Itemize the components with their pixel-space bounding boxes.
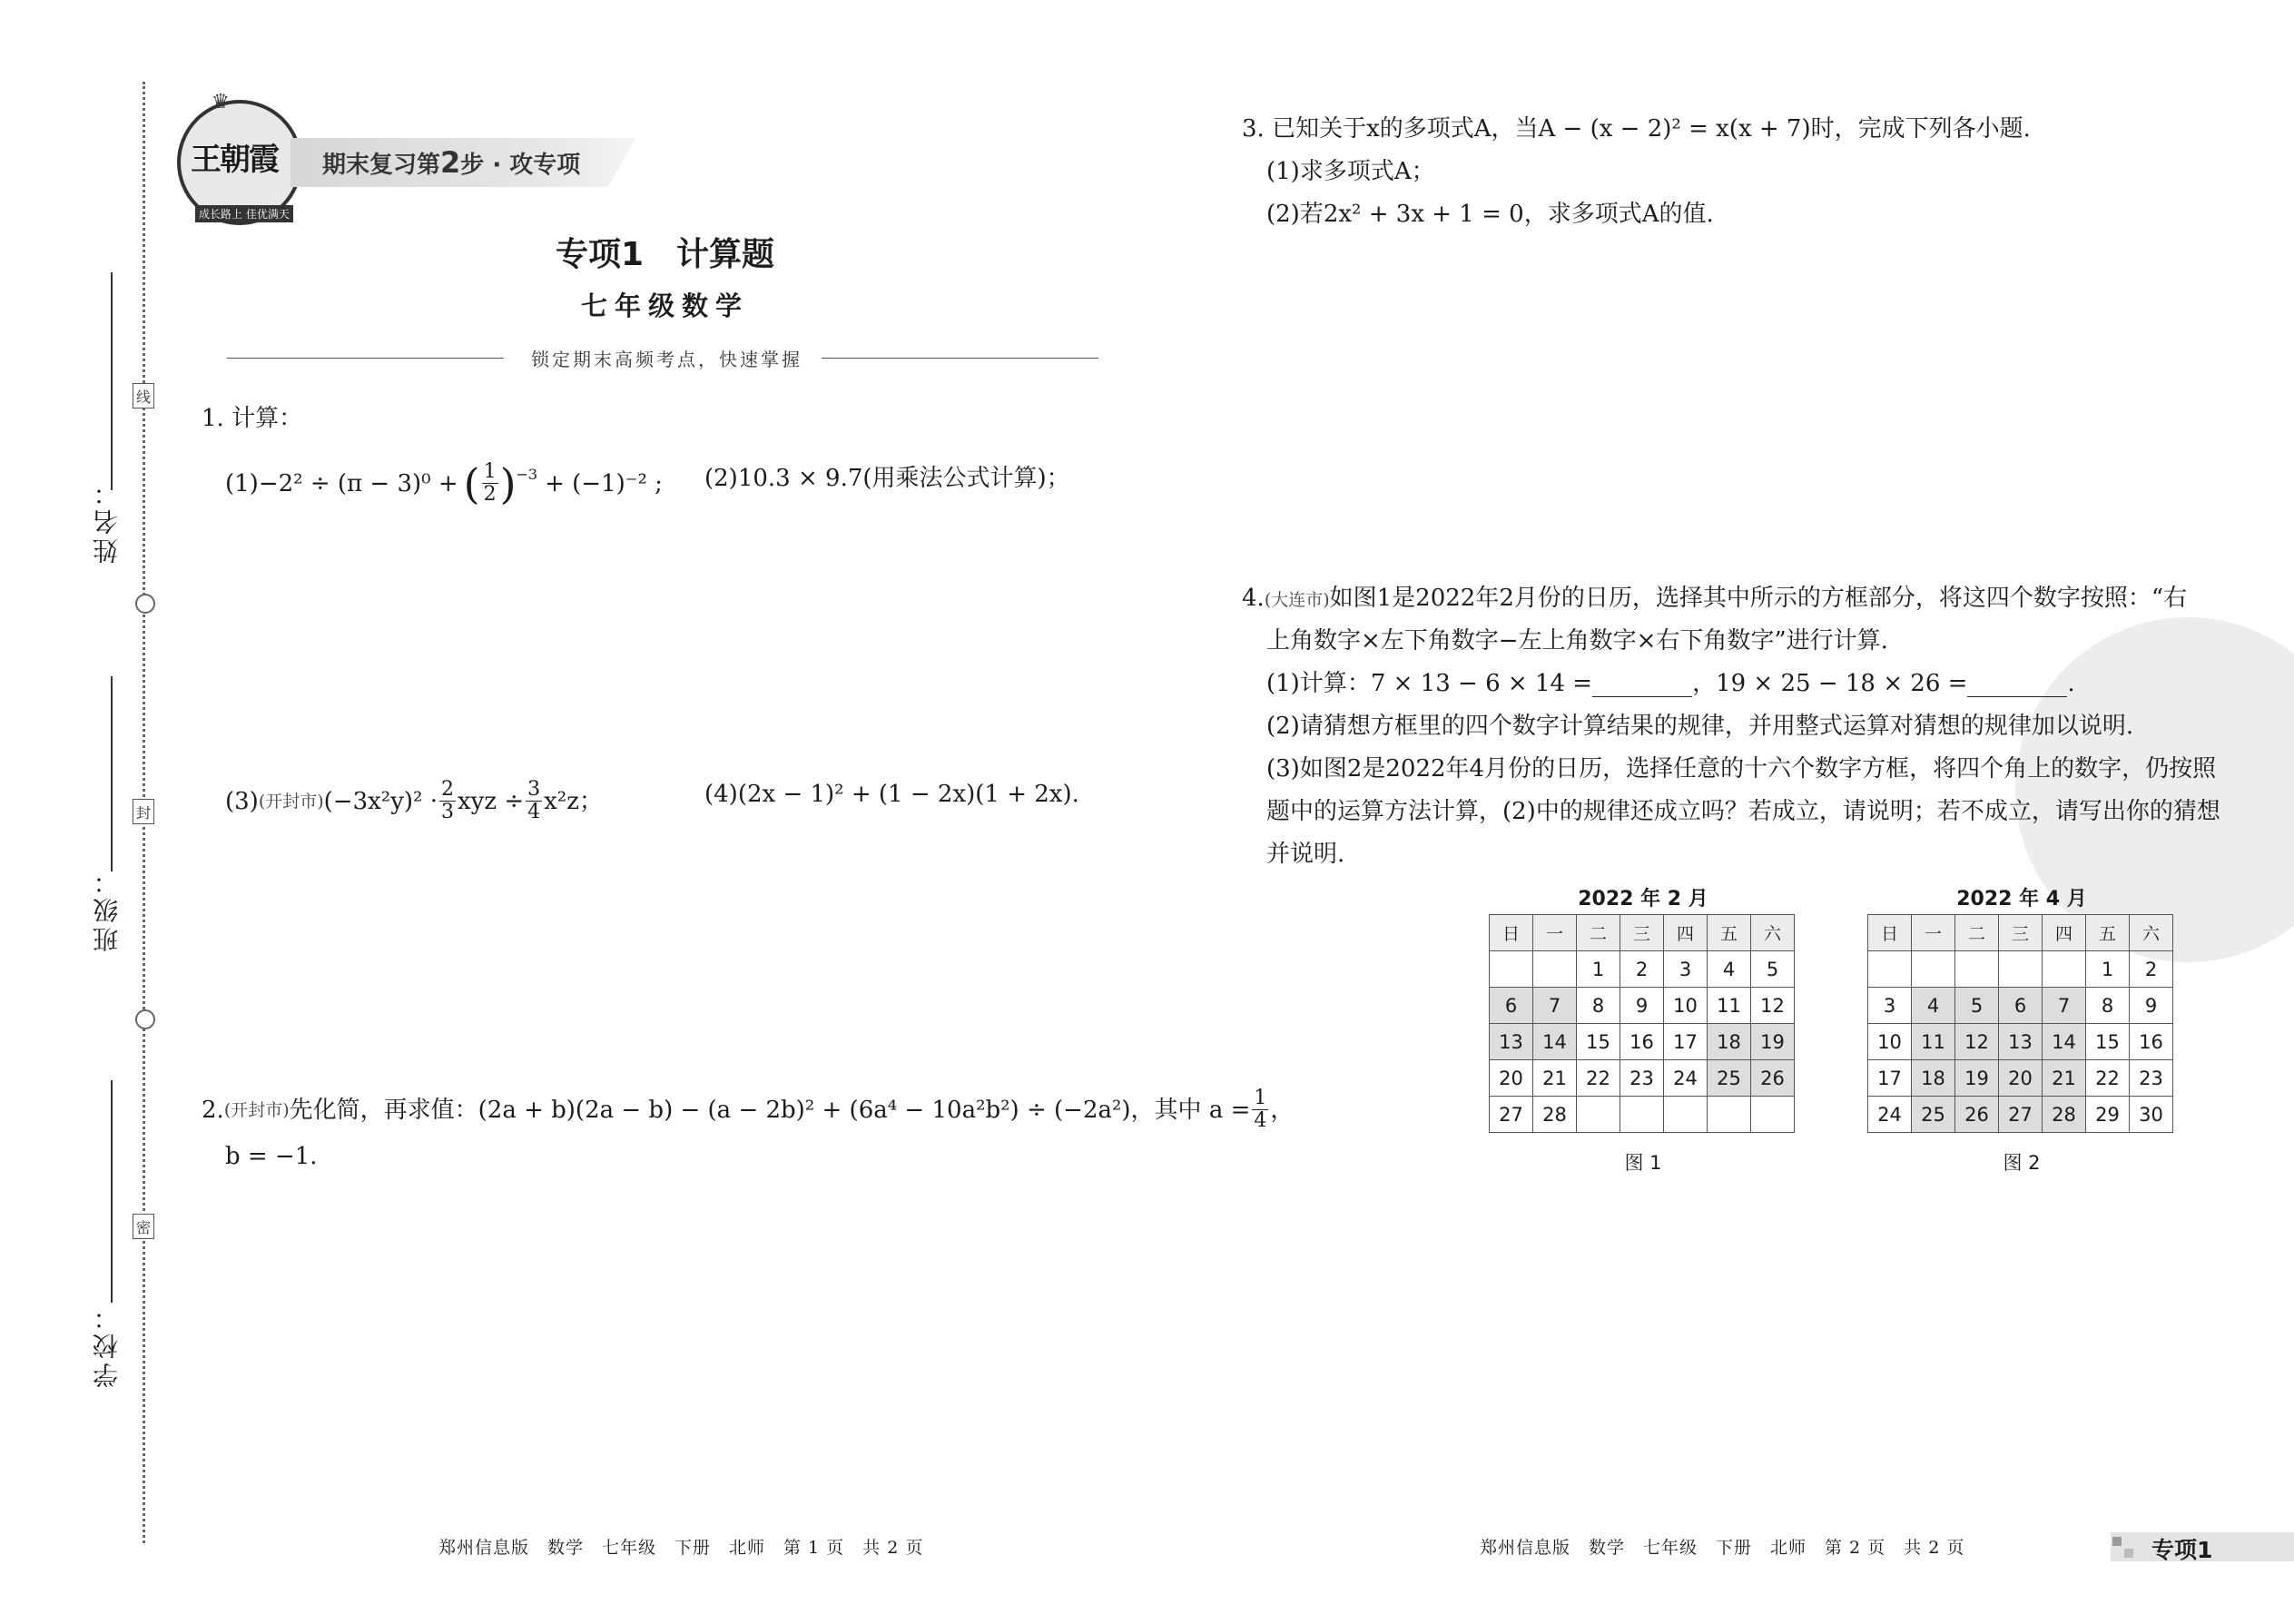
weekday-header: 三: [1999, 915, 2043, 951]
calendar-day-cell: 8: [2086, 988, 2130, 1024]
calendar-day-cell: 26: [1955, 1097, 1999, 1133]
calendar-day-cell: 17: [1868, 1060, 1912, 1097]
mark-feng: 封: [133, 799, 154, 824]
footer-tag-deco: [2124, 1549, 2133, 1558]
calendar-day-cell: 11: [1912, 1024, 1955, 1060]
calendar-day-cell: [1999, 951, 2043, 988]
calendar-day-cell: [1620, 1097, 1664, 1133]
calendar-day-cell: 8: [1577, 988, 1620, 1024]
q1-part2: (2)10.3 × 9.7(用乘法公式计算)；: [704, 465, 1070, 492]
calendar-day-cell: 18: [1912, 1060, 1955, 1097]
calendar-day-cell: 21: [1533, 1060, 1577, 1097]
calendar-day-cell: 15: [1577, 1024, 1620, 1060]
banner-text: 期末复习第2步 · 攻专项: [322, 145, 581, 180]
q1-part1: (1)−2² ÷ (π − 3)⁰ + ( $\frac{1}{2}$ ) $^{-3}$ + (−1)⁻² ;: [225, 458, 663, 508]
q1-heading: 1. 计算：: [202, 405, 303, 432]
footer-tag-deco: [2112, 1537, 2122, 1546]
q4-part2: (2)请猜想方框里的四个数字计算结果的规律，并用整式运算对猜想的规律加以说明.: [1266, 713, 2134, 740]
calendar-day-cell: 14: [1533, 1024, 1577, 1060]
calendar-day-cell: 18: [1708, 1024, 1751, 1060]
weekday-header: 六: [1751, 915, 1795, 951]
calendar-day-cell: 3: [1868, 988, 1912, 1024]
tagline-rule-left: [227, 358, 504, 359]
page-title: 专项1 计算题: [555, 236, 775, 273]
mark-mi: 密: [133, 1214, 154, 1239]
logo-text: 王朝霞: [191, 142, 278, 178]
calendar-day-cell: 5: [1751, 951, 1795, 988]
weekday-header: 三: [1620, 915, 1664, 951]
calendar-day-cell: 10: [1868, 1024, 1912, 1060]
calendar-day-cell: 19: [1955, 1060, 1999, 1097]
calendar-day-cell: 28: [1533, 1097, 1577, 1133]
q4: 4.(大连市)如图1是2022年2月份的日历，选择其中所示的方框部分，将这四个数字按照：“右: [1242, 585, 2188, 612]
calendar-day-cell: 28: [2043, 1097, 2086, 1133]
weekday-header: 四: [1664, 915, 1708, 951]
calendar-day-cell: 24: [1664, 1060, 1708, 1097]
q2: 2. (开封市) 先化简，再求值：(2a + b)(2a − b) − (a − 2b)² + (6a⁴ − 10a²b²) ÷ (−2a²)，其中 a = $\frac{1}{4}$ ，: [202, 1087, 1295, 1132]
logo-slogan: 成长路上 佳优满天: [195, 205, 293, 222]
footer-left: 郑州信息版 数学 七年级 下册 北师 第 1 页 共 2 页: [438, 1538, 924, 1558]
weekday-header: 四: [2043, 915, 2086, 951]
calendar-day-cell: 5: [1955, 988, 1999, 1024]
calendar-day-cell: 20: [1490, 1060, 1533, 1097]
school-field[interactable]: [111, 1080, 113, 1303]
footer-tag: 专项1: [2151, 1537, 2213, 1563]
weekday-header: 一: [1533, 915, 1577, 951]
answer-blank-1[interactable]: [1592, 674, 1692, 697]
calendar-day-cell: 30: [2130, 1097, 2173, 1133]
q2-line2: b = −1.: [225, 1143, 318, 1170]
fig2-caption: 图 2: [2003, 1152, 2041, 1174]
calendar-day-cell: 17: [1664, 1024, 1708, 1060]
calendar-day-cell: 19: [1751, 1024, 1795, 1060]
calendar-day-cell: 24: [1868, 1097, 1912, 1133]
calendar-day-cell: [1664, 1097, 1708, 1133]
calendar-day-cell: [2043, 951, 2086, 988]
weekday-header: 日: [1868, 915, 1912, 951]
feb-calendar-title: 2022 年 2 月: [1578, 888, 1708, 910]
weekday-header: 二: [1577, 915, 1620, 951]
calendar-day-cell: [1490, 951, 1533, 988]
calendar-day-cell: 15: [2086, 1024, 2130, 1060]
calendar-day-cell: 7: [1533, 988, 1577, 1024]
q1-part3: (3) (开封市) (−3x²y)² · $\frac{2}{3}$ xyz ÷ $\frac{3}{4}$ x²z；: [225, 778, 603, 823]
calendar-day-cell: 7: [2043, 988, 2086, 1024]
calendar-day-cell: [1955, 951, 1999, 988]
calendar-day-cell: 23: [2130, 1060, 2173, 1097]
calendar-day-cell: 20: [1999, 1060, 2043, 1097]
calendar-day-cell: 13: [1999, 1024, 2043, 1060]
calendar-day-cell: 26: [1751, 1060, 1795, 1097]
calendar-day-cell: 9: [2130, 988, 2173, 1024]
calendar-day-cell: 4: [1708, 951, 1751, 988]
calendar-day-cell: 29: [2086, 1097, 2130, 1133]
class-field[interactable]: [111, 676, 113, 871]
q3-part1: (1)求多项式A；: [1266, 158, 1435, 185]
apr-calendar: [1867, 914, 2173, 1133]
weekday-header: 日: [1490, 915, 1533, 951]
calendar-day-cell: 6: [1999, 988, 2043, 1024]
crown-icon: ♛: [212, 91, 230, 113]
calendar-day-cell: 25: [1708, 1060, 1751, 1097]
calendar-day-cell: 4: [1912, 988, 1955, 1024]
q3-part2: (2)若2x² + 3x + 1 = 0，求多项式A的值.: [1266, 201, 1714, 228]
weekday-header: 五: [1708, 915, 1751, 951]
q4-part1: (1)计算：7 × 13 − 6 × 14 = ，19 × 25 − 18 × 26 = .: [1266, 670, 2075, 697]
calendar-day-cell: 12: [1955, 1024, 1999, 1060]
calendar-day-cell: 22: [2086, 1060, 2130, 1097]
calendar-day-cell: 27: [1999, 1097, 2043, 1133]
page-subtitle: 七年级数学: [580, 290, 749, 321]
calendar-day-cell: 2: [2130, 951, 2173, 988]
calendar-day-cell: 1: [2086, 951, 2130, 988]
q4-line2: 上角数字×左下角数字−左上角数字×右下角数字”进行计算.: [1266, 627, 1888, 655]
calendar-day-cell: 27: [1490, 1097, 1533, 1133]
calendar-day-cell: 16: [2130, 1024, 2173, 1060]
q4-part3: (3)如图2是2022年4月份的日历，选择任意的十六个数字方框，将四个角上的数字，仍按照: [1266, 755, 2217, 782]
calendar-day-cell: 9: [1620, 988, 1664, 1024]
tagline-rule-right: [822, 358, 1098, 359]
apr-calendar-title: 2022 年 4 月: [1956, 888, 2087, 910]
calendar-day-cell: 25: [1912, 1097, 1955, 1133]
calendar-day-cell: 11: [1708, 988, 1751, 1024]
q1-part4: (4)(2x − 1)² + (1 − 2x)(1 + 2x).: [704, 781, 1079, 808]
calendar-day-cell: [1533, 951, 1577, 988]
footer-right: 郑州信息版 数学 七年级 下册 北师 第 2 页 共 2 页: [1480, 1538, 1965, 1558]
calendar-day-cell: 22: [1577, 1060, 1620, 1097]
calendar-day-cell: 3: [1664, 951, 1708, 988]
weekday-header: 一: [1912, 915, 1955, 951]
calendar-day-cell: 2: [1620, 951, 1664, 988]
calendar-day-cell: 6: [1490, 988, 1533, 1024]
weekday-header: 六: [2130, 915, 2173, 951]
weekday-header: 五: [2086, 915, 2130, 951]
calendar-day-cell: 21: [2043, 1060, 2086, 1097]
tagline: 锁定期末高频考点，快速掌握: [531, 349, 802, 370]
binding-ring: [135, 1009, 155, 1029]
calendar-day-cell: 23: [1620, 1060, 1664, 1097]
calendar-day-cell: [1751, 1097, 1795, 1133]
calendar-day-cell: 13: [1490, 1024, 1533, 1060]
calendar-day-cell: [1868, 951, 1912, 988]
calendar-day-cell: 1: [1577, 951, 1620, 988]
mark-xian: 线: [133, 383, 154, 408]
calendar-day-cell: [1577, 1097, 1620, 1133]
calendar-day-cell: 14: [2043, 1024, 2086, 1060]
q4-part3-line3: 并说明.: [1266, 841, 1345, 868]
school-label: 学校：: [92, 1301, 122, 1388]
q3: 3. 已知关于x的多项式A，当A − (x − 2)² = x(x + 7)时，完成下列各小题.: [1242, 115, 2031, 143]
calendar-day-cell: 16: [1620, 1024, 1664, 1060]
answer-blank-2[interactable]: [1967, 674, 2067, 697]
calendar-day-cell: [1912, 951, 1955, 988]
calendar-day-cell: [1708, 1097, 1751, 1133]
binding-ring: [135, 594, 155, 614]
name-label: 姓名：: [92, 477, 122, 564]
fig1-caption: 图 1: [1624, 1152, 1662, 1174]
feb-calendar: [1489, 914, 1795, 1133]
calendar-day-cell: 10: [1664, 988, 1708, 1024]
weekday-header: 二: [1955, 915, 1999, 951]
q4-part3-line2: 题中的运算方法计算，(2)中的规律还成立吗？若成立，请说明；若不成立，请写出你的猜想: [1266, 798, 2220, 825]
class-label: 班级：: [92, 865, 122, 952]
calendar-day-cell: 12: [1751, 988, 1795, 1024]
